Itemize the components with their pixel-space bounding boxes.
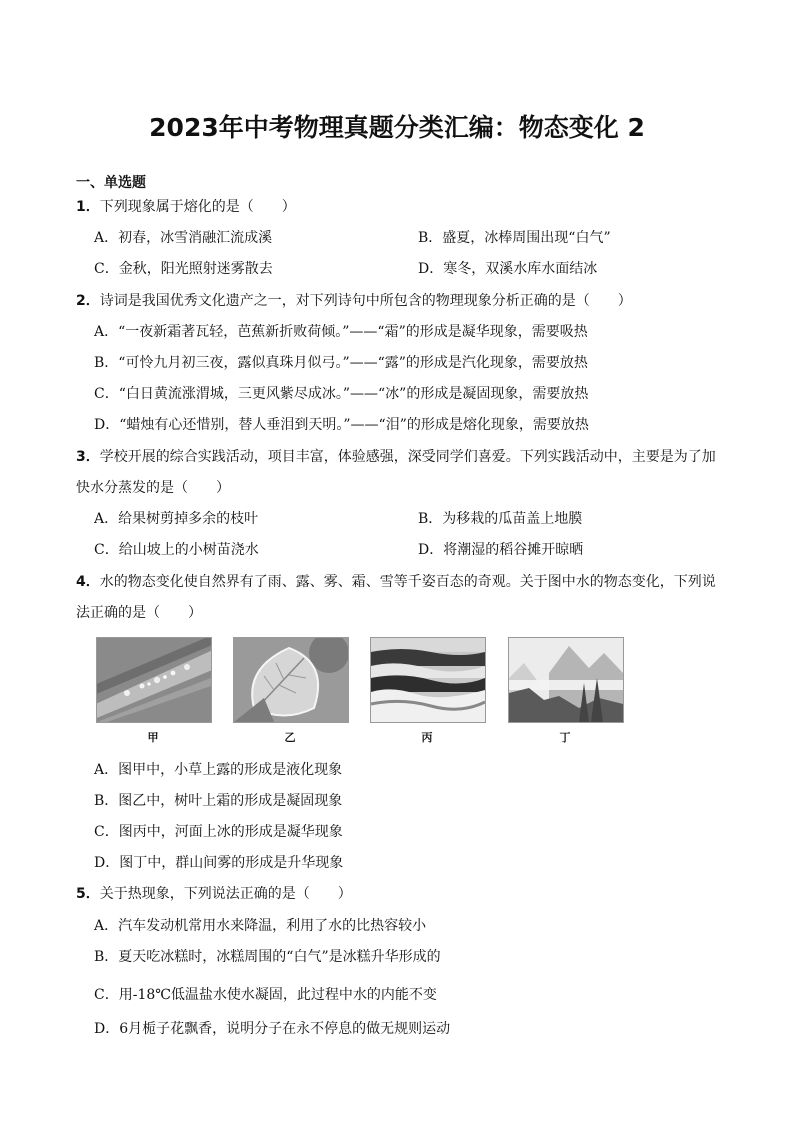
option-a: A．汽车发动机常用水来降温，利用了水的比热容较小 (94, 918, 427, 934)
option-c: C．金秋，阳光照射迷雾散去 (94, 261, 273, 277)
dew-on-grass-image (96, 637, 212, 723)
option-d: D．寒冬，双溪水库水面结冰 (418, 261, 598, 277)
question-stem: 诗词是我国优秀文化遗产之一，对下列诗句中所包含的物理现象分析正确的是（ ） (99, 293, 632, 309)
question-number: 5． (76, 886, 100, 902)
option-b: B．为移栽的瓜苗盖上地膜 (418, 511, 583, 527)
option-c: C．图丙中，河面上冰的形成是凝华现象 (94, 824, 343, 840)
section-heading: 一、单选题 (76, 175, 146, 191)
question-stem-continued: 法正确的是（ ） (76, 605, 202, 621)
figure-caption-ding: 丁 (559, 731, 571, 744)
option-a: A．图甲中，小草上露的形成是液化现象 (94, 762, 343, 778)
question-stem: 关于热现象，下列说法正确的是（ ） (99, 886, 352, 902)
option-d: D．6月栀子花飘香，说明分子在永不停息的做无规则运动 (94, 1021, 451, 1037)
question-number: 4． (76, 574, 100, 590)
option-d: D．“蜡烛有心还惜别，替人垂泪到天明。”——“泪”的形成是熔化现象，需要放热 (94, 417, 589, 433)
option-c: C．用-18℃低温盐水使水凝固，此过程中水的内能不变 (94, 987, 437, 1003)
option-a: A．“一夜新霜著瓦轻，芭蕉新折败荷倾。”——“霜”的形成是凝华现象，需要吸热 (94, 324, 588, 340)
misty-mountains-image (508, 637, 624, 723)
option-b: B．“可怜九月初三夜，露似真珠月似弓。”——“露”的形成是汽化现象，需要放热 (94, 355, 588, 371)
question-stem: 学校开展的综合实践活动，项目丰富，体验感强，深受同学们喜爱。下列实践活动中，主要是为了加 (99, 449, 716, 465)
option-b: B．夏天吃冰糕时，冰糕周围的“白气”是冰糕升华形成的 (94, 949, 441, 965)
question-stem: 水的物态变化使自然界有了雨、露、雾、霜、雪等千姿百态的奇观。关于图中水的物态变化，下列说 (99, 574, 716, 590)
figure-caption-bing: 丙 (421, 731, 433, 744)
option-d: D．将潮湿的稻谷摊开晾晒 (418, 542, 584, 558)
option-a: A．初春，冰雪消融汇流成溪 (94, 230, 273, 246)
question-4 (76, 573, 716, 591)
question-number: 1． (76, 199, 100, 215)
figure-caption-jia: 甲 (147, 731, 159, 744)
figure-caption-yi: 乙 (284, 731, 296, 744)
question-stem-continued: 快水分蒸发的是（ ） (76, 480, 230, 496)
question-5 (76, 885, 352, 903)
question-number: 2． (76, 293, 100, 309)
option-a: A．给果树剪掉多余的枝叶 (94, 511, 259, 527)
question-stem: 下列现象属于熔化的是（ ） (99, 199, 296, 215)
page-title: 2023年中考物理真题分类汇编：物态变化 2 (149, 113, 645, 142)
question-3 (76, 448, 716, 466)
question-2 (76, 292, 632, 310)
option-c: C．“白日黄流涨渭城，三更风紫尽成冰。”——“冰”的形成是凝固现象，需要放热 (94, 386, 589, 402)
option-d: D．图丁中，群山间雾的形成是升华现象 (94, 855, 344, 871)
option-b: B．盛夏，冰棒周围出现“白气” (418, 230, 611, 246)
question-number: 3． (76, 449, 100, 465)
question-1 (76, 198, 296, 216)
option-b: B．图乙中，树叶上霜的形成是凝固现象 (94, 793, 343, 809)
option-c: C．给山坡上的小树苗浇水 (94, 542, 259, 558)
river-ice-image (370, 637, 486, 723)
frost-on-leaf-image (233, 637, 349, 723)
